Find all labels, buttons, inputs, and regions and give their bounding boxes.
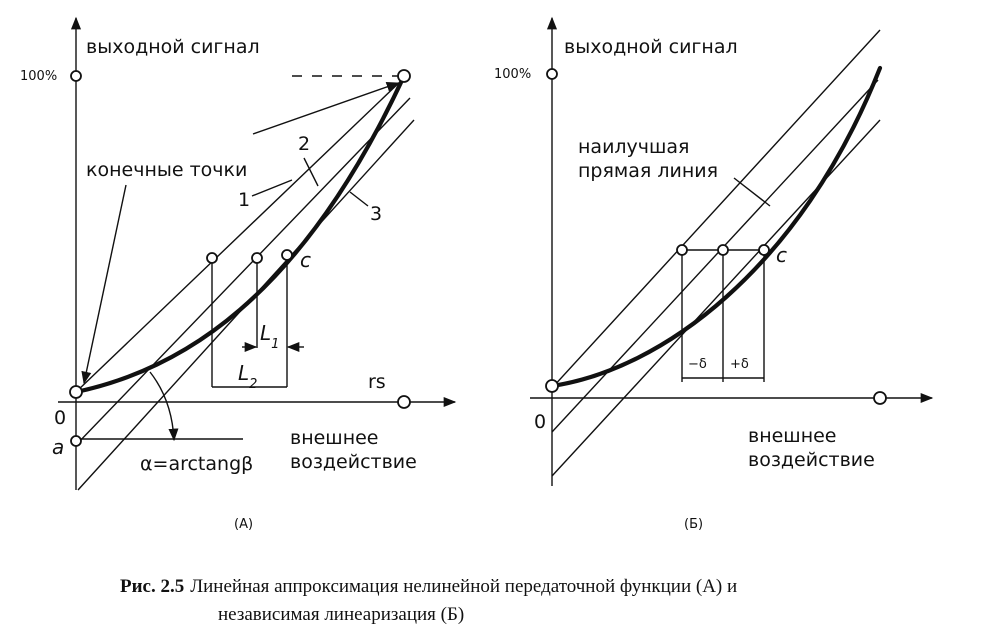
panel-b-point-upper — [677, 245, 687, 255]
panel-b-y-axis-label: выходной сигнал — [564, 36, 738, 58]
panel-a-endpoint-bottom — [70, 386, 82, 398]
panel-a-y-100-label: 100% — [20, 69, 58, 84]
panel-b-best-label-1: наилучшая — [578, 136, 690, 158]
figure-caption — [120, 576, 737, 625]
panel-a-x-label-1: внешнее — [290, 427, 379, 449]
panel-a-origin-label: 0 — [54, 407, 67, 429]
panel-b-point-best — [718, 245, 728, 255]
panel-a-line-2-label: 2 — [298, 133, 311, 155]
panel-a-point-line1 — [207, 253, 217, 263]
panel-a-line-1 — [76, 78, 404, 392]
panel-b-y-100-label: 100% — [494, 67, 532, 82]
panel-a-endpoint-arrow-top — [253, 83, 398, 134]
panel-a-rs-label: rs — [368, 371, 386, 393]
panel-a-endpoint-arrow-bottom — [84, 185, 126, 383]
panel-a-y-axis-label: выходной сигнал — [86, 36, 260, 58]
panel-a-c-label: c — [300, 248, 311, 272]
panel-a — [20, 18, 455, 532]
panel-b-curve — [552, 68, 880, 386]
panel-b-c-label: c — [776, 243, 787, 267]
panel-b-plus-delta: +δ — [730, 357, 749, 372]
panel-b-upper-line — [552, 30, 880, 388]
panel-b-point-100 — [547, 69, 557, 79]
caption-line-1: Рис. 2.5 Линейная аппроксимация нелинейной передаточной функции (А) и — [120, 576, 738, 597]
panel-a-line-3-label: 3 — [370, 203, 383, 225]
panel-a-point-c — [282, 250, 292, 260]
panel-a-l1-label: $L_1$ — [260, 321, 280, 352]
panel-a-leader-1 — [252, 180, 292, 196]
panel-a-x-label-2: воздействие — [290, 451, 417, 473]
panel-a-line-2 — [76, 98, 410, 445]
panel-b-x-label-2: воздействие — [748, 449, 875, 471]
panel-b-point-x-end — [874, 392, 886, 404]
panel-b-x-label-1: внешнее — [748, 425, 837, 447]
panel-a-point-line2 — [252, 253, 262, 263]
panel-b-tag: (Б) — [684, 517, 704, 532]
panel-b-best-label-2: прямая линия — [578, 160, 719, 182]
panel-b-best-leader — [734, 178, 770, 206]
panel-b-origin-label: 0 — [534, 411, 547, 433]
panel-a-leader-3 — [350, 192, 368, 206]
panel-a-point-rs — [398, 396, 410, 408]
panel-b-best-line — [552, 80, 878, 432]
caption-line-2: независимая линеаризация (Б) — [218, 604, 465, 625]
panel-b-point-origin — [546, 380, 558, 392]
panel-a-endpoints-label: конечные точки — [86, 159, 248, 181]
panel-a-l2-label: $L_2$ — [238, 361, 258, 392]
panel-b — [494, 18, 932, 532]
panel-a-point-100 — [71, 71, 81, 81]
panel-a-line-1-label: 1 — [238, 189, 251, 211]
panel-a-tag: (A) — [234, 517, 254, 532]
panel-a-endpoint-top — [398, 70, 410, 82]
panel-a-angle-formula: α=arctangβ — [140, 453, 254, 475]
panel-b-minus-delta: −δ — [688, 357, 707, 372]
panel-a-point-a — [71, 436, 81, 446]
panel-b-point-c — [759, 245, 769, 255]
panel-a-a-label: a — [52, 435, 65, 459]
